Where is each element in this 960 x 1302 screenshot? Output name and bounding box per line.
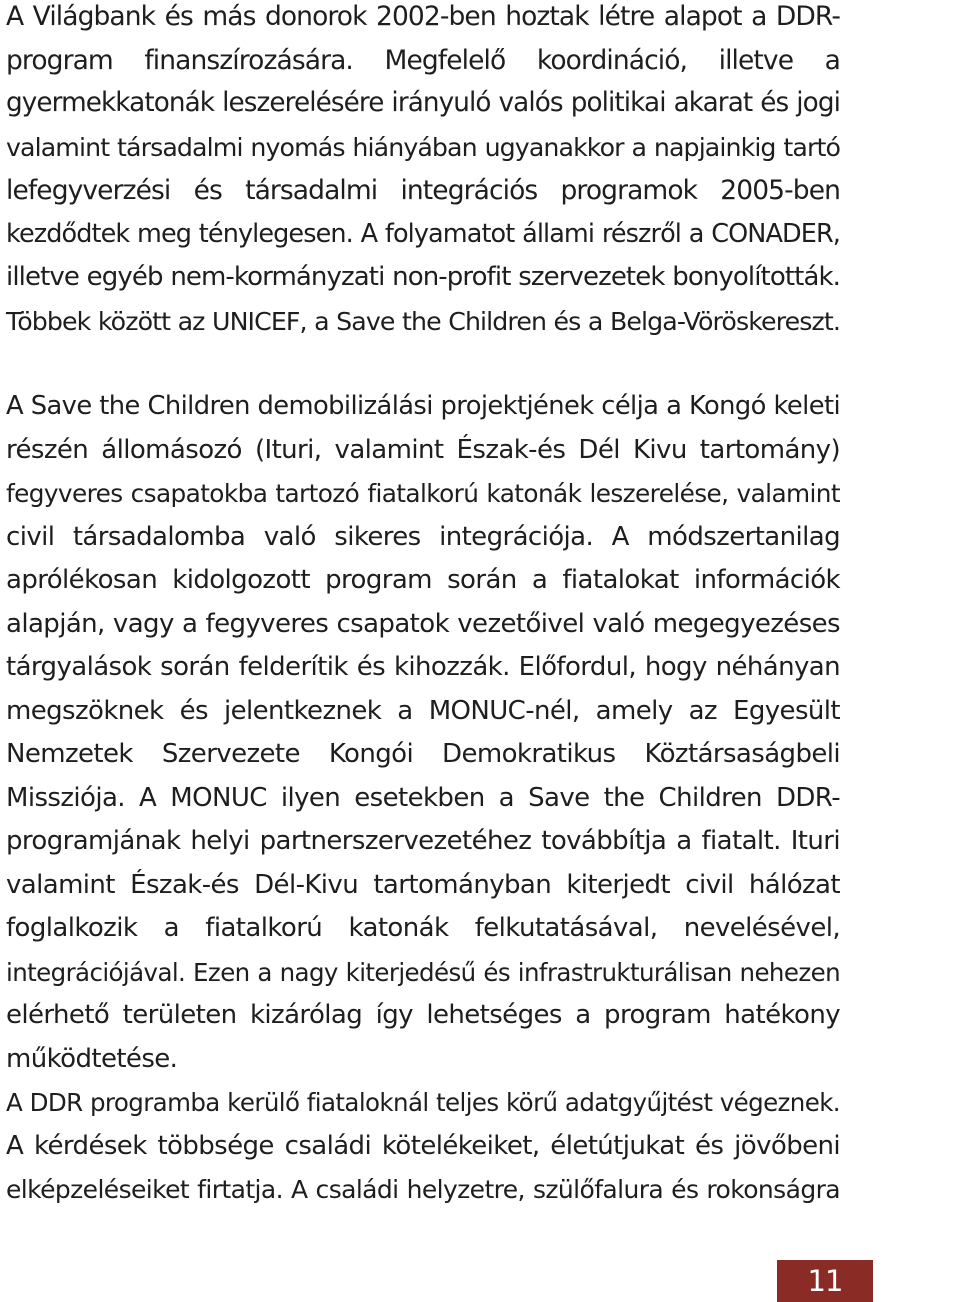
text-line: foglalkozik a fiatalkorú katonák felkutatásával, nevelésével, [6,913,840,943]
document-body [6,0,840,1212]
text-line: Missziója. A MONUC ilyen esetekben a Save the Children DDR- [6,782,840,813]
text-line: kezdődtek meg ténylegesen. A folyamatot állami részről a CONADER, [6,218,840,249]
text-line: valamint Észak-és Dél-Kivu tartományban kiterjedt civil hálózat [6,869,840,900]
text-line: fegyveres csapatokba tartozó fiatalkorú katonák leszerelése, valamint [6,479,840,508]
text-line: működtetése. [6,1043,178,1074]
text-line: illetve egyéb nem-kormányzati non-profit szervezetek bonyolították. [6,262,840,292]
text-line: A kérdések többsége családi kötelékeiket, életútjukat és jövőbeni [6,1130,840,1161]
text-line: A Save the Children demobilizálási projektjének célja a Kongó keleti [6,391,840,421]
paragraph-save-the-children [6,385,840,1212]
page-number-badge: 11 [777,1260,873,1302]
text-line: lefegyverzési és társadalmi integrációs programok 2005-ben [6,175,840,206]
text-line: aprólékosan kidolgozott program során a fiatalokat információk [6,565,840,595]
text-line: elképzeléseiket firtatja. A családi helyzetre, szülőfalura és rokonságra [6,1175,840,1204]
text-line: Nemzetek Szervezete Kongói Demokratikus Köztársaságbeli [6,739,840,769]
text-line: tárgyalások során felderítik és kihozzák. Előfordul, hogy néhányan [6,652,840,682]
text-line: A DDR programba kerülő fiataloknál teljes körű adatgyűjtést végeznek. [6,1088,840,1117]
text-line: civil társadalomba való sikeres integrációja. A módszertanilag [6,521,840,552]
paragraph-gap [6,343,840,385]
paragraph-intro [6,0,840,343]
text-line: gyermekkatonák leszerelésére irányuló valós politikai akarat és jogi [6,88,840,118]
text-line: valamint társadalmi nyomás hiányában ugyanakkor a napjainkig tartó [6,132,840,162]
text-line: programjának helyi partnerszervezetéhez továbbítja a fiatalt. Ituri [6,826,840,856]
text-line: program finanszírozására. Megfelelő koordináció, illetve a [6,44,840,76]
text-line: elérhető területen kizárólag így lehetséges a program hatékony [6,1000,840,1030]
text-line: Többek között az UNICEF, a Save the Children és a Belga-Vöröskereszt. [6,306,840,336]
text-line: részén állomásozó (Ituri, valamint Észak-és Dél Kivu tartomány) [6,434,840,465]
text-line: A Világbank és más donorok 2002-ben hoztak létre alapot a DDR- [6,1,840,32]
text-line: alapján, vagy a fegyveres csapatok vezetőivel való megegyezéses [6,608,840,639]
text-line: integrációjával. Ezen a nagy kiterjedésű és infrastrukturálisan nehezen [6,957,840,987]
text-line: megszöknek és jelentkeznek a MONUC-nél, amely az Egyesült [6,695,840,726]
